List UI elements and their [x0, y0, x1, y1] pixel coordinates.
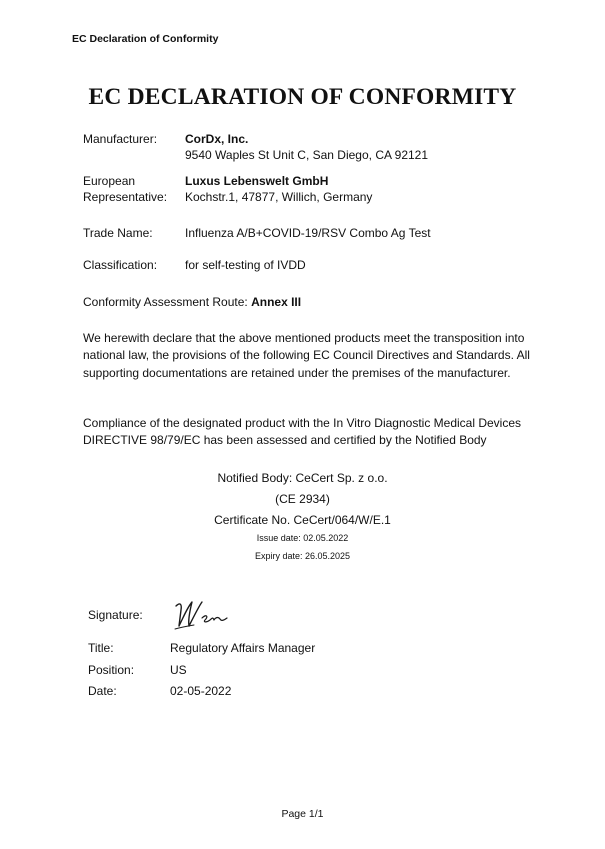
compliance-paragraph: Compliance of the designated product with the In Vitro Diagnostic Medical Devices DIRECTIVE 98/79/EC has been assessed and certified by the Notified Body	[83, 416, 522, 448]
european-rep-value	[185, 173, 545, 205]
position-value: US	[170, 663, 187, 677]
declaration-paragraph: We herewith declare that the above mentioned products meet the transposition into national law, the provisions of the following EC Council Directives and Standards. All supporting documentations are retained under the premises of the manufacturer.	[83, 331, 530, 380]
signature-image	[172, 596, 234, 634]
title-value: Regulatory Affairs Manager	[170, 641, 316, 655]
trade-name-value: Influenza A/B+COVID-19/RSV Combo Ag Test	[185, 226, 431, 240]
manufacturer-label: Manufacturer:	[83, 132, 158, 146]
expiry-date: Expiry date: 26.05.2025	[254, 551, 351, 561]
notified-body-name: Notified Body: CeCert Sp. z o.o.	[217, 471, 388, 485]
european-rep-name: Luxus Lebenswelt GmbH	[185, 174, 329, 188]
european-rep-label-line1: European	[83, 174, 136, 188]
date-value: 02-05-2022	[170, 684, 232, 698]
european-rep-label	[83, 173, 183, 205]
assessment-label: Conformity Assessment Route:	[83, 295, 248, 309]
manufacturer-address: 9540 Waples St Unit C, San Diego, CA 92121	[185, 148, 429, 162]
position-label: Position:	[88, 663, 135, 677]
notified-body-ce: (CE 2934)	[275, 492, 330, 506]
date-label: Date:	[88, 684, 117, 698]
manufacturer-value	[185, 131, 545, 163]
assessment-value: Annex III	[251, 295, 302, 309]
trade-name-label: Trade Name:	[83, 226, 153, 240]
classification-label: Classification:	[83, 258, 158, 272]
page-title: EC DECLARATION OF CONFORMITY	[88, 84, 517, 110]
notified-body-block	[0, 470, 605, 562]
certificate-number: Certificate No. CeCert/064/W/E.1	[214, 513, 391, 527]
classification-value: for self-testing of IVDD	[185, 258, 306, 272]
european-rep-address: Kochstr.1, 47877, Willich, Germany	[185, 190, 373, 204]
manufacturer-name: CorDx, Inc.	[185, 132, 249, 146]
european-rep-label-line2: Representative:	[83, 190, 168, 204]
issue-date: Issue date: 02.05.2022	[256, 533, 349, 543]
signature-label: Signature:	[88, 608, 143, 622]
header-label: EC Declaration of Conformity	[72, 33, 219, 45]
page-number: Page 1/1	[281, 808, 324, 820]
title-label: Title:	[88, 641, 114, 655]
assessment-row	[83, 294, 543, 310]
